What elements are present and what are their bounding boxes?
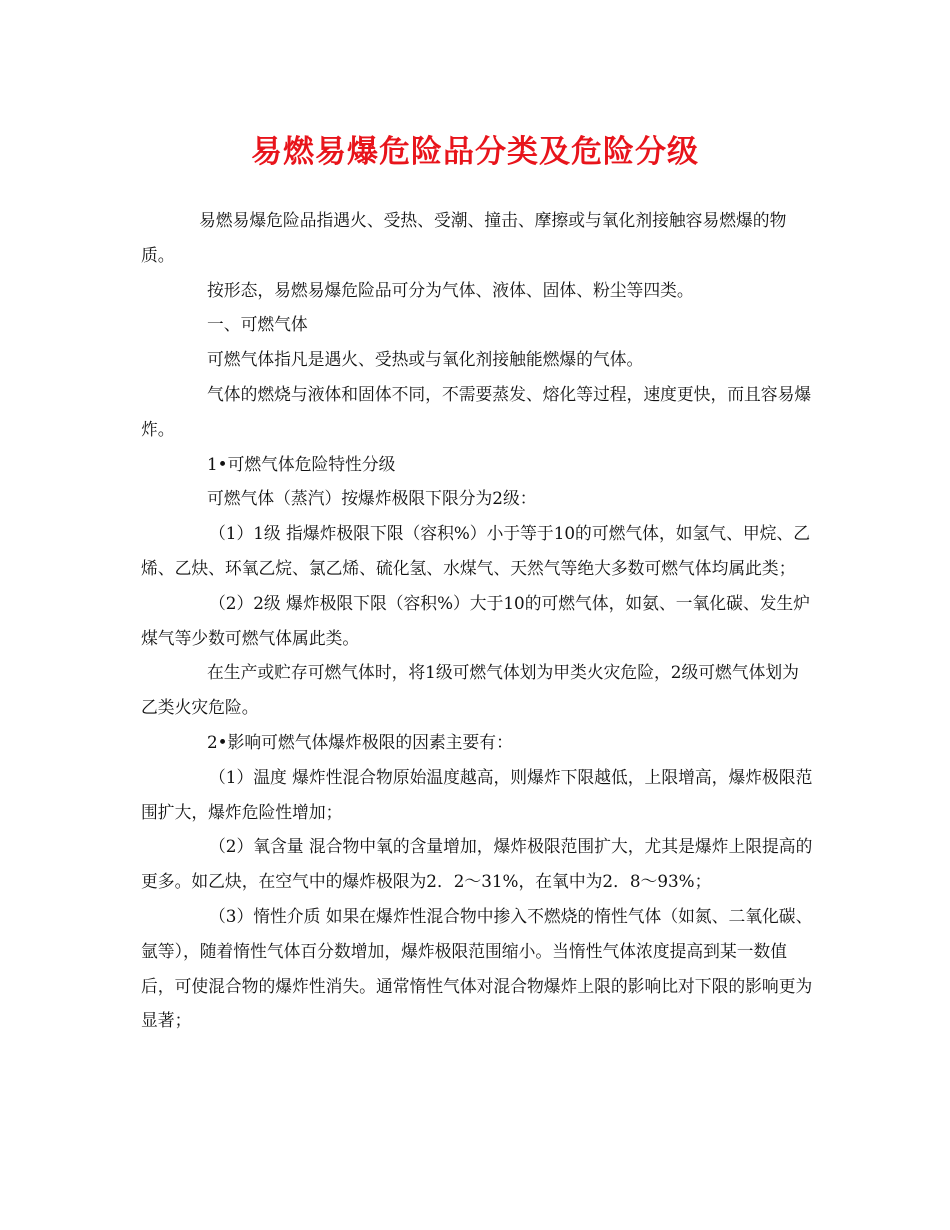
paragraph-two-levels: 可燃气体（蒸汽）按爆炸极限下限分为2级：	[207, 488, 537, 509]
paragraph-gas-definition: 可燃气体指凡是遇火、受热或与氧化剂接触能燃爆的气体。	[207, 349, 644, 370]
document-body	[141, 203, 813, 1038]
paragraph-gas-combustion: 气体的燃烧与液体和固体不同，不需要蒸发、熔化等过程，速度更快，而且容易爆炸。	[141, 383, 812, 439]
list-item-inert-medium: （3）惰性介质 如果在爆炸性混合物中掺入不燃烧的惰性气体（如氮、二氧化碳、氩等），随着惰性气体百分数增加，爆炸极限范围缩小。当惰性气体浓度提高到某一数值后，可使混合物的爆炸性消失。通常惰性气体对混合物爆炸上限的影响比对下限的影响更为显著；	[141, 905, 813, 1031]
document-title: 易燃易爆危险品分类及危险分级	[251, 134, 699, 170]
list-item-oxygen-content: （2）氧含量 混合物中氧的含量增加，爆炸极限范围扩大，尤其是爆炸上限提高的更多。如乙炔，在空气中的爆炸极限为2．2～31%，在氧中为2．8～93%；	[141, 836, 813, 892]
subheading-influencing-factors: 2•影响可燃气体爆炸极限的因素主要有：	[207, 731, 513, 752]
section-heading-flammable-gas: 一、可燃气体	[207, 314, 308, 335]
paragraph-intro: 易燃易爆危险品指遇火、受热、受潮、撞击、摩擦或与氧化剂接触容易燃爆的物质。	[141, 210, 787, 265]
list-item-temperature: （1）温度 爆炸性混合物原始温度越高，则爆炸下限越低，上限增高，爆炸极限范围扩大，爆炸危险性增加；	[141, 766, 813, 822]
list-item-level-2: （2）2级 爆炸极限下限（容积%）大于10的可燃气体，如氨、一氧化碳、发生炉煤气等少数可燃气体属此类。	[141, 592, 810, 648]
paragraph-fire-hazard-classes: 在生产或贮存可燃气体时，将1级可燃气体划为甲类火灾危险，2级可燃气体划为乙类火灾危险。	[141, 662, 799, 718]
subheading-hazard-classification: 1•可燃气体危险特性分级	[207, 453, 396, 474]
list-item-level-1: （1）1级 指爆炸极限下限（容积%）小于等于10的可燃气体，如氢气、甲烷、乙烯、乙炔、环氧乙烷、氯乙烯、硫化氢、水煤气、天然气等绝大多数可燃气体均属此类；	[141, 523, 810, 578]
paragraph-forms: 按形态，易燃易爆危险品可分为气体、液体、固体、粉尘等四类。	[207, 279, 694, 300]
